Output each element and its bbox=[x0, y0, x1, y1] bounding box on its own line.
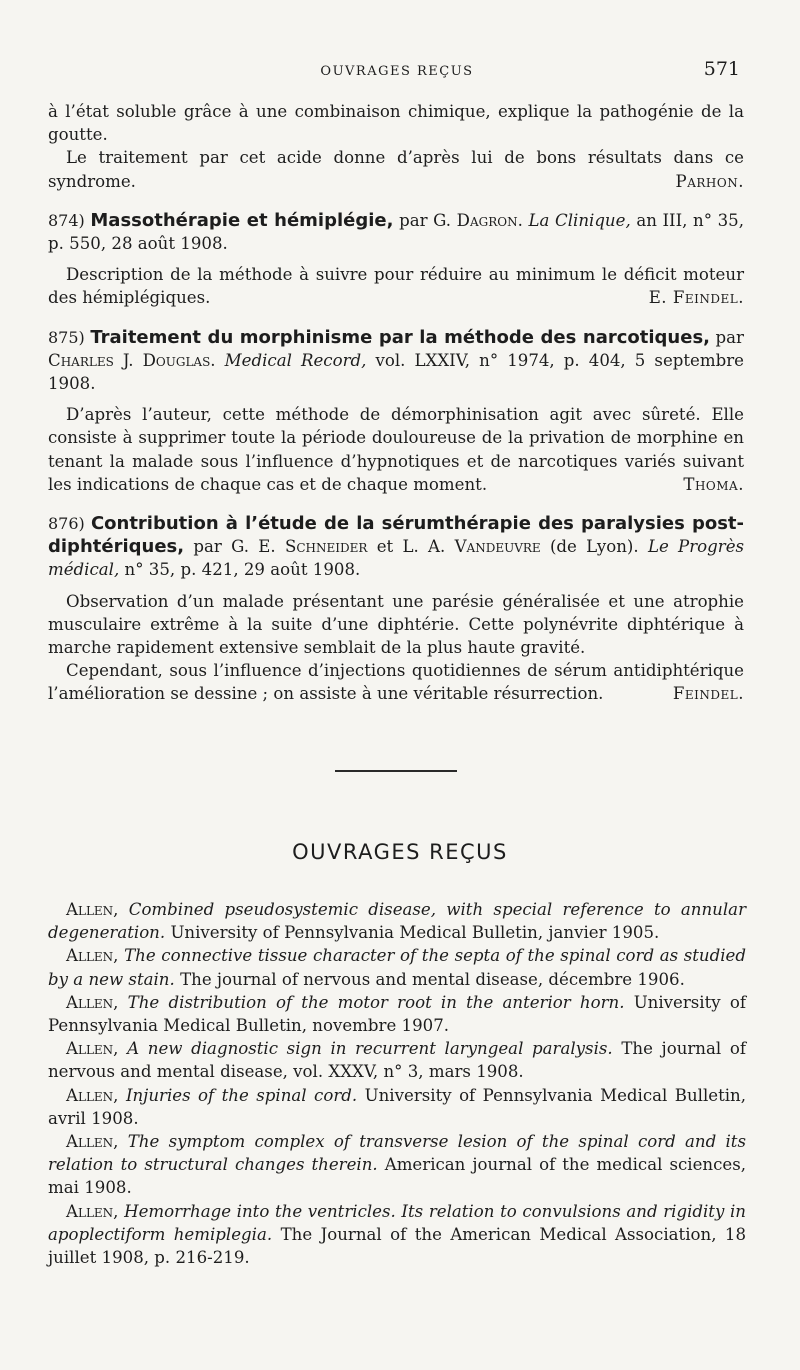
continuation-paragraph-2 bbox=[48, 146, 744, 192]
entry-description: Description de la méthode à suivre pour réduire au minimum le déficit moteur des hémiplégiques. bbox=[48, 265, 744, 308]
list-item bbox=[48, 991, 746, 1037]
item-title: The symptom complex of transverse lesion of the spinal cord and its relation to structural changes therein. bbox=[48, 1132, 746, 1175]
list-item bbox=[48, 1200, 746, 1270]
entry-journal: Medical Record, bbox=[224, 350, 367, 370]
item-publication: The journal of nervous and mental disease, vol. XXXV, n° 3, mars 1908. bbox=[48, 1039, 746, 1082]
item-title: A new diagnostic sign in recurrent laryngeal paralysis. bbox=[127, 1039, 613, 1059]
item-author: Allen, bbox=[66, 1085, 119, 1105]
entry-874-head bbox=[48, 209, 744, 255]
entry-875-head bbox=[48, 326, 744, 396]
list-item bbox=[48, 898, 746, 944]
entry-title: Contribution à l’étude de la sérumthérapie des paralysies post-diphtériques, bbox=[48, 513, 744, 558]
item-author: Allen, bbox=[66, 1039, 119, 1059]
entry-journal: Le Progrès médical, bbox=[48, 537, 745, 580]
entry-author: Schneider bbox=[284, 537, 368, 557]
item-author: Allen, bbox=[66, 1201, 119, 1221]
item-title: Combined pseudosystemic disease, with special reference to annular degeneration. bbox=[48, 900, 747, 943]
entry-number: 874) bbox=[48, 210, 85, 230]
entry-details: vol. LXXIV, n° 1974, p. 404, 5 septembre 1908. bbox=[48, 350, 744, 394]
entry-875-description bbox=[48, 403, 744, 496]
entry-author: Charles J. Douglas. bbox=[48, 350, 216, 370]
signature: Thoma. bbox=[683, 474, 744, 494]
item-publication: The journal of nervous and mental disease, décembre 1906. bbox=[180, 969, 685, 989]
running-title: OUVRAGES REÇUS bbox=[320, 64, 474, 79]
continuation-text: Le traitement par cet acide donne d’après lui de bons résultats dans ce syndrome. bbox=[48, 148, 744, 191]
entry-journal: La Clinique, bbox=[528, 210, 631, 230]
entry-874-description bbox=[48, 263, 744, 309]
item-publication: University of Pennsylvania Medical Bulletin, avril 1908. bbox=[48, 1085, 747, 1128]
list-item bbox=[48, 1084, 746, 1130]
item-title: The distribution of the motor root in the anterior horn. bbox=[127, 992, 625, 1012]
entry-par: par G. bbox=[399, 210, 452, 230]
entry-description: Cependant, sous l’influence d’injections quotidiennes de sérum antidiphtérique l’amélioration se dessine ; on assiste à une véritable résurrection. bbox=[48, 661, 744, 704]
entry-number: 875) bbox=[48, 327, 85, 347]
item-publication: University of Pennsylvania Medical Bulletin, janvier 1905. bbox=[170, 923, 660, 943]
entry-par: par G. E. bbox=[193, 537, 276, 557]
item-publication: University of Pennsylvania Medical Bulletin, novembre 1907. bbox=[48, 992, 746, 1036]
entry-876-description-2 bbox=[48, 659, 744, 705]
article-body bbox=[48, 100, 744, 706]
entry-details: n° 35, p. 421, 29 août 1908. bbox=[124, 560, 361, 580]
signature: Parhon. bbox=[675, 171, 744, 191]
entry-title: Massothérapie et hémiplégie, bbox=[90, 209, 394, 231]
entry-number: 876) bbox=[48, 514, 85, 534]
item-publication: The Journal of the American Medical Association, 18 juillet 1908, p. 216-219. bbox=[48, 1224, 747, 1268]
list-item bbox=[48, 1130, 746, 1200]
item-title: The connective tissue character of the septa of the spinal cord as studied by a new stain. bbox=[48, 946, 746, 989]
page-number: 571 bbox=[703, 58, 740, 80]
item-author: Allen, bbox=[66, 1132, 119, 1152]
running-head bbox=[48, 58, 746, 86]
entry-author: Dagron. bbox=[456, 210, 523, 230]
entry-title: Traitement du morphinisme par la méthode des narcotiques, bbox=[90, 326, 710, 348]
continuation-paragraph: à l’état soluble grâce à une combinaison chimique, explique la pathogénie de la goutte. bbox=[48, 102, 744, 145]
entry-author-2: Vandeuvre bbox=[454, 537, 541, 557]
item-title: Hemorrhage into the ventricles. Its relation to convulsions and rigidity in apoplectiform hemiplegia. bbox=[48, 1201, 746, 1244]
section-title: OUVRAGES REÇUS bbox=[292, 840, 508, 864]
item-publication: American journal of the medical sciences, mai 1908. bbox=[48, 1155, 746, 1198]
entry-location: (de Lyon). bbox=[549, 537, 639, 557]
signature: E. Feindel. bbox=[648, 288, 744, 308]
entry-876-head bbox=[48, 512, 744, 582]
signature: Feindel. bbox=[672, 684, 744, 704]
section-divider bbox=[335, 770, 457, 772]
item-author: Allen, bbox=[66, 900, 119, 919]
entry-par: par bbox=[715, 327, 744, 347]
item-title: Injuries of the spinal cord. bbox=[125, 1085, 358, 1105]
item-author: Allen, bbox=[66, 946, 119, 966]
list-item bbox=[48, 944, 746, 990]
item-author: Allen, bbox=[66, 992, 119, 1012]
entry-876-description: Observation d’un malade présentant une parésie généralisée et une atrophie musculaire extrême à la suite d’une diphtérie. Cette polynévrite diphtérique à marche rapidement extensive semblait de la plus haute gravité. bbox=[48, 591, 744, 658]
list-item bbox=[48, 1037, 746, 1083]
received-works-list bbox=[48, 898, 746, 1269]
entry-description: D’après l’auteur, cette méthode de démorphinisation agit avec sûreté. Elle consiste à supprimer toute la période douloureuse de la privation de morphine en tenant la malade sous l’influence d’hypnotiques et de narcotiques variés suivant les indications de chaque cas et de chaque moment. bbox=[48, 405, 744, 494]
entry-details: an III, n° 35, p. 550, 28 août 1908. bbox=[48, 210, 745, 254]
entry-et: et L. A. bbox=[376, 537, 446, 557]
